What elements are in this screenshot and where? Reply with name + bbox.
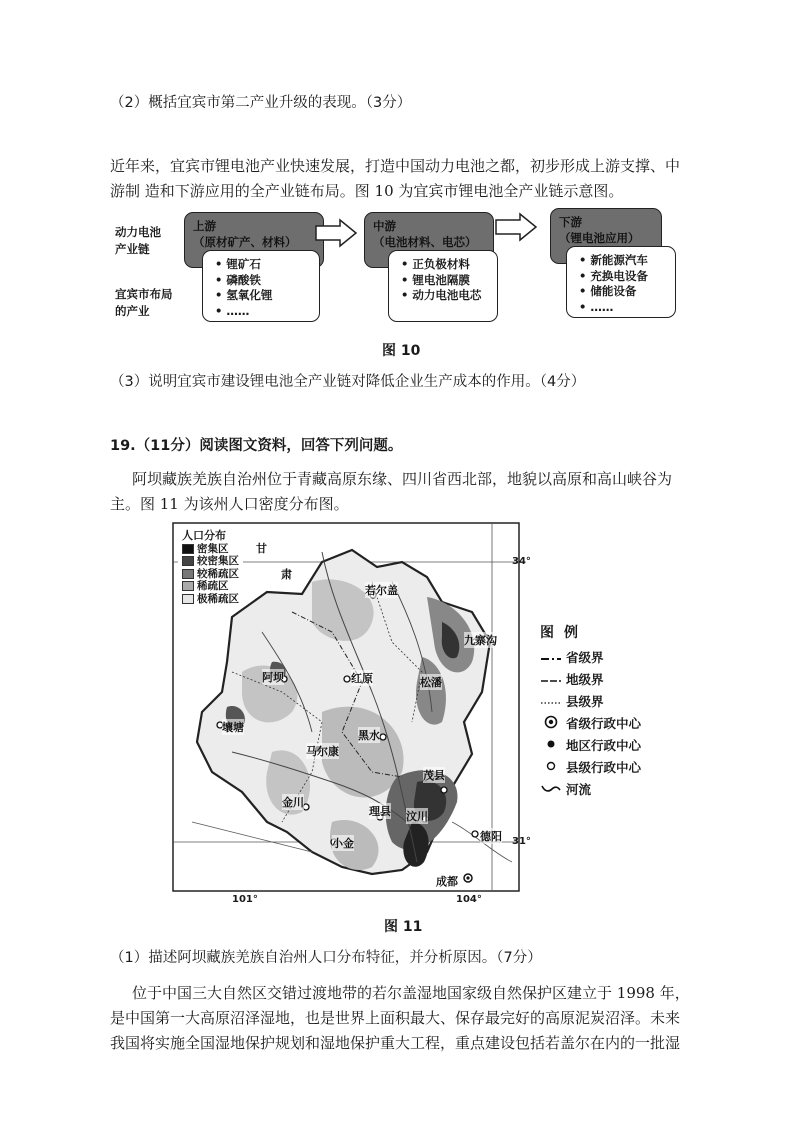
paragraph-3-line-3: 我国将实施全国湿地保护规划和湿地保护重大工程，重点建设包括若盖尔在内的一批湿 [110, 1034, 681, 1052]
place-label: 九寨沟 [464, 634, 497, 647]
place-label: 小金 [332, 837, 354, 850]
place-label: 壤塘 [222, 721, 244, 734]
county-boundary-icon [540, 694, 562, 709]
legend-county-center: 县级行政中心 [540, 756, 641, 778]
paragraph-2-line-1: 阿坝藏族羌族自治州位于青藏高原东缘、四川省西北部，地貌以高原和高山峡谷为 [132, 470, 673, 488]
row-label-layout: 宜宾市布局 的产业 [115, 287, 173, 318]
latitude-label: 34° [512, 556, 531, 567]
row-label-chain: 动力电池 产业链 [115, 225, 161, 256]
legend-provincial-boundary: 省级界 [540, 646, 641, 668]
place-label: 红原 [351, 672, 373, 685]
paragraph-3-line-2: 是中国第一大高原沼泽湿地，也是世界上面积最大、保存最完好的高原泥炭沼泽。未来 [110, 1009, 681, 1027]
legend-fairly-sparse: 较稀疏区 [182, 568, 239, 581]
figure-11-caption: 图 11 [384, 919, 423, 935]
place-label: 汶川 [406, 810, 428, 823]
prefecture-center-icon [540, 737, 562, 754]
stage-midstream: 中游 （电池材料、电芯） [364, 212, 494, 268]
prefecture-boundary-icon [540, 672, 562, 687]
legend-county-boundary: 县级界 [540, 690, 641, 712]
legend-sparse: 稀疏区 [182, 580, 239, 593]
provincial-center-icon [540, 715, 562, 732]
place-label: 德阳 [480, 830, 502, 843]
place-label: 成都 [436, 875, 458, 888]
provincial-boundary-icon [540, 650, 562, 665]
neighbor-label: 甘 [256, 542, 267, 555]
place-label: 理县 [369, 805, 391, 818]
place-label: 若尔盖 [365, 584, 398, 597]
arrow-right-icon [314, 218, 358, 248]
place-label: 金川 [282, 796, 304, 809]
paragraph-3-line-1: 位于中国三大自然区交错过渡地带的若尔盖湿地国家级自然保护区建立于 1998 年， [132, 984, 690, 1002]
longitude-label: 101° [232, 894, 258, 905]
legend-river: 河流 [540, 778, 641, 800]
place-label: 茂县 [423, 769, 445, 782]
legend-very-sparse: 极稀疏区 [182, 593, 239, 606]
river-icon [540, 782, 562, 797]
place-label: 黑水 [358, 729, 380, 742]
question-19-heading: 19.（11分）阅读图文资料，回答下列问题。 [110, 438, 403, 454]
paragraph-2-line-2: 主。图 11 为该州人口密度分布图。 [110, 495, 349, 513]
question-19-1: （1）描述阿坝藏族羌族自治州人口分布特征，并分析原因。（7分） [110, 950, 542, 966]
question-18-2: （2）概括宜宾市第二产业升级的表现。（3分） [110, 95, 412, 111]
paragraph-1-line-1: 近年来，宜宾市锂电池产业快速发展，打造中国动力电池之都，初步形成上游支撑、中 [110, 157, 681, 175]
midstream-items: • 正负极材料 • 锂电池隔膜 • 动力电池电芯 [388, 250, 498, 322]
legend-prefecture-center: 地区行政中心 [540, 734, 641, 756]
legend-fairly-dense: 较密集区 [182, 555, 239, 568]
place-label: 马尔康 [306, 745, 339, 758]
place-label: 阿坝 [262, 671, 284, 684]
neighbor-label: 肃 [281, 568, 292, 581]
stage-downstream: 下游 （锂电池应用） [550, 208, 662, 264]
arrow-right-icon [494, 212, 538, 242]
longitude-label: 104° [456, 894, 482, 905]
question-18-3: （3）说明宜宾市建设锂电池全产业链对降低企业生产成本的作用。（4分） [110, 374, 586, 390]
map-legend: 图例 省级界 地级界 县级界 省级行政中心 地区行政中心 县级行政中心 河流 [540, 622, 641, 800]
latitude-label: 31° [512, 836, 531, 847]
figure-10-caption: 图 10 [382, 343, 421, 359]
paragraph-1-line-2: 游制 造和下游应用的全产业链布局。图 10 为宜宾市锂电池全产业链示意图。 [110, 182, 624, 200]
population-legend: 人口分布 密集区 较密集区 较稀疏区 稀疏区 极稀疏区 [178, 528, 243, 607]
county-center-icon [540, 759, 562, 776]
legend-dense: 密集区 [182, 543, 239, 556]
stage-upstream: 上游 （原材矿产、材料） [184, 212, 324, 268]
legend-prefecture-boundary: 地级界 [540, 668, 641, 690]
downstream-items: • 新能源汽车 • 充换电设备 • 储能设备 • …… [566, 246, 676, 318]
legend-provincial-center: 省级行政中心 [540, 712, 641, 734]
place-label: 松潘 [420, 676, 442, 689]
upstream-items: • 锂矿石 • 磷酸铁 • 氢氧化锂 • …… [202, 250, 320, 322]
